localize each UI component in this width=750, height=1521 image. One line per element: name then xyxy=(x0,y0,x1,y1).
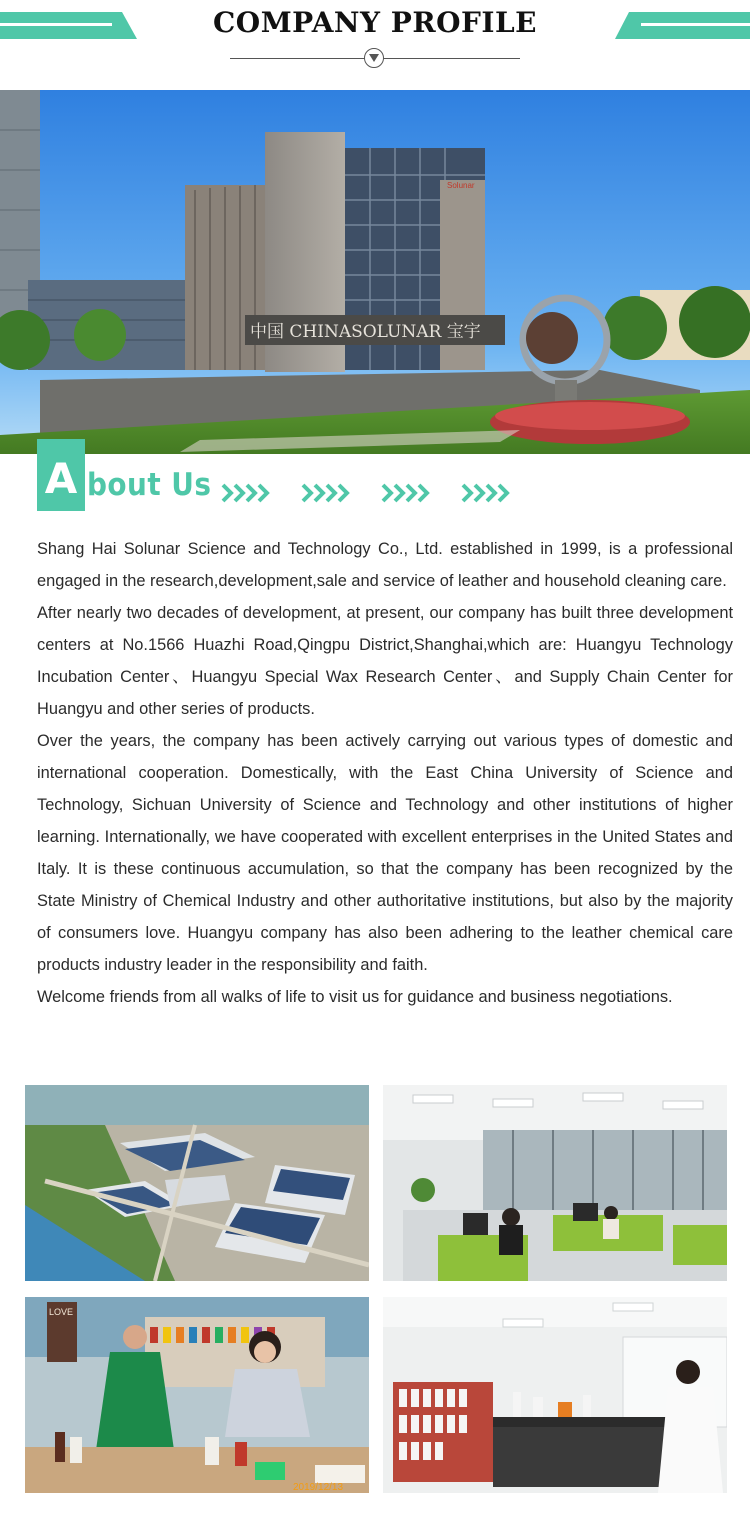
aerial-campus-photo xyxy=(25,1085,369,1281)
page-title: COMPANY PROFILE xyxy=(213,6,537,39)
chevron-down-icon xyxy=(364,48,384,68)
building-badge-text: Solunar xyxy=(447,181,475,190)
right-ribbon-decoration xyxy=(615,12,750,39)
about-paragraph: After nearly two decades of development, at present, our company has built three development centers at No.1566 Huazhi Road,Qingpu District,Shanghai,which are: Huangyu Technology Incubation Center、Huangyu Special Wax Research Center、and Supply Chain Center for Huangyu and other series of products. xyxy=(37,604,733,718)
lab-testing-photo xyxy=(25,1297,369,1493)
about-us-title: bout Us xyxy=(87,467,212,503)
chevron-right-icon xyxy=(301,482,357,504)
office-interior-photo xyxy=(383,1085,727,1281)
building-sign-text: 中国 CHINASOLUNAR 宝宇 xyxy=(250,322,481,342)
about-paragraph: Shang Hai Solunar Science and Technology Co., Ltd. established in 1999, is a professional engaged in the research,development,sale and service of leather and household cleaning care. xyxy=(37,540,733,590)
company-building-photo xyxy=(0,90,750,454)
about-paragraph: Welcome friends from all walks of life to visit us for guidance and business negotiations. xyxy=(37,988,673,1006)
photo-date-stamp: 2019/12/13 xyxy=(293,1482,344,1493)
about-paragraph: Over the years, the company has been actively carrying out various types of domestic and international cooperation. Domestically, with the East China University of Science and Technology, Sichuan University of Science and Technology and other institutions of higher learning. Internationally, we have cooperated with excellent enterprises in the United States and Italy. It is these continuous accumulation, so that the company has been recognized by the State Ministry of Chemical Industry and other authoritative institutions, but also by the majority of consumers love. Huangyu company has also been adhering to the leather chemical care products industry leader in the responsibility and faith. xyxy=(37,732,733,974)
page-header xyxy=(0,0,750,88)
laboratory-photo xyxy=(383,1297,727,1493)
about-us-initial: A xyxy=(37,439,85,511)
chevron-right-icon xyxy=(221,482,277,504)
chevron-right-icon xyxy=(381,482,437,504)
lab-poster-text: LOVE xyxy=(49,1307,74,1317)
chevron-right-icon xyxy=(461,482,517,504)
about-us-text xyxy=(37,533,733,1013)
about-us-heading xyxy=(37,439,557,517)
